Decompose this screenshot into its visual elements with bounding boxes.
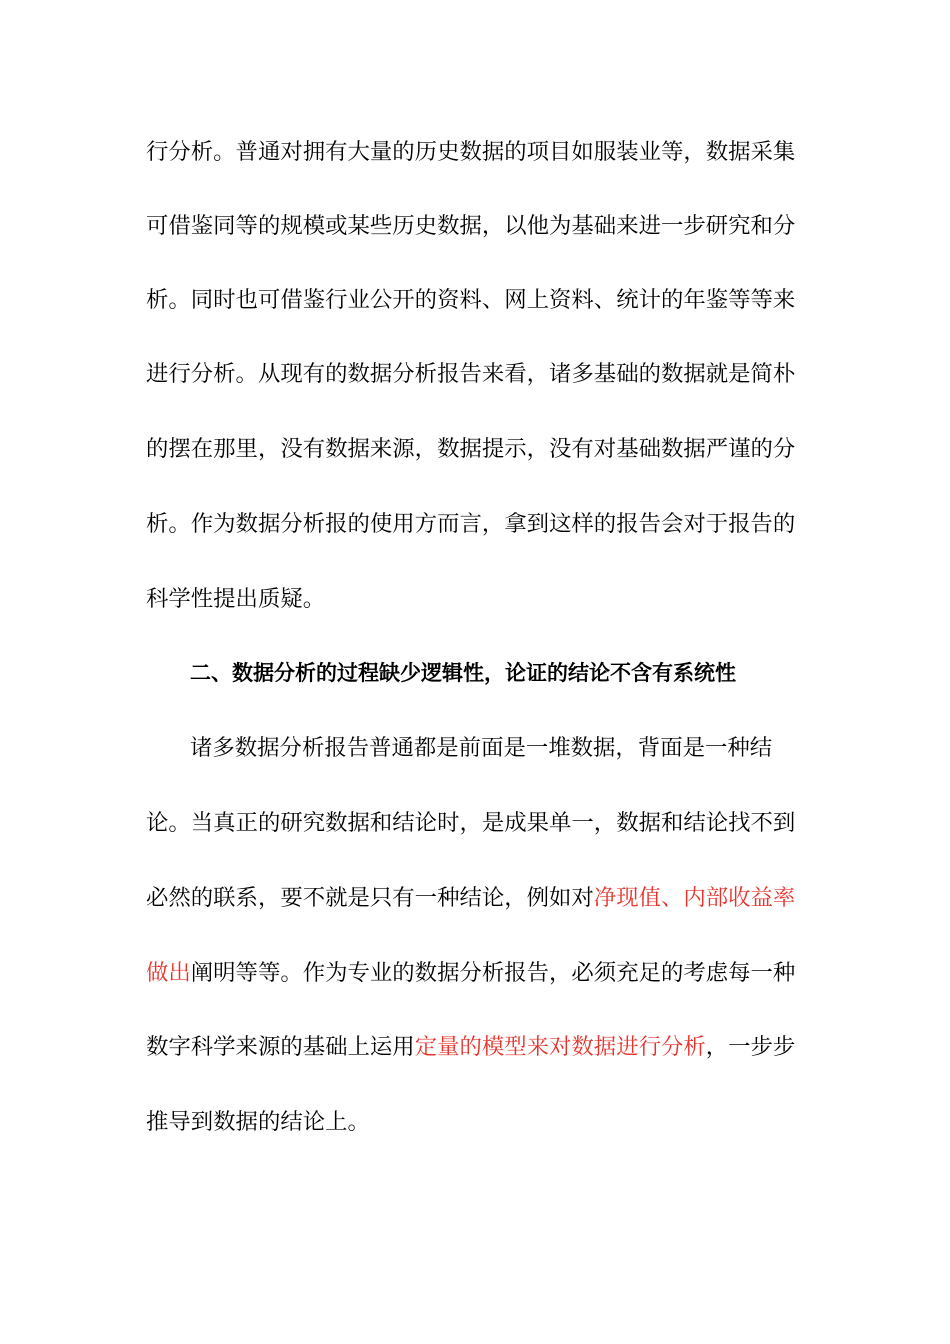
section-line-6	[146, 1107, 806, 1137]
line-text: ，一步步	[705, 1034, 796, 1060]
line-text: 诸多数据分析报告普通都是前面是一堆数据，背面是一种结	[190, 735, 773, 761]
body-line-2	[146, 211, 806, 241]
section-line-3	[146, 883, 806, 913]
section-line-1	[190, 733, 850, 763]
body-line-4	[146, 359, 806, 389]
body-line-1	[146, 137, 806, 167]
line-text: 进行分析。从现有的数据分析报告来看，诸多基础的数据就是简朴	[146, 361, 796, 387]
highlighted-text: 做出	[146, 960, 191, 986]
line-text: 行分析。普通对拥有大量的历史数据的项目如服装业等，数据采集	[146, 139, 796, 165]
body-line-7	[146, 584, 806, 614]
line-text: 论。当真正的研究数据和结论时，是成果单一，数据和结论找不到	[146, 810, 796, 836]
line-text: 科学性提出质疑。	[146, 586, 326, 612]
body-line-3	[146, 285, 806, 315]
line-text: 推导到数据的结论上。	[146, 1109, 370, 1135]
highlighted-text: 定量的模型来对数据进行分析	[414, 1034, 706, 1060]
highlighted-text: 净现值、内部收益率	[593, 885, 796, 911]
section-line-5	[146, 1032, 806, 1062]
line-text: 可借鉴同等的规模或某些历史数据，以他为基础来进一步研究和分	[146, 213, 796, 239]
section-line-2	[146, 808, 806, 838]
body-line-6	[146, 509, 806, 539]
section-line-4	[146, 958, 806, 988]
line-text: 阐明等等。作为专业的数据分析报告，必须充足的考虑每一种	[190, 960, 796, 986]
section-heading: 二、数据分析的过程缺少逻辑性，论证的结论不含有系统性	[190, 661, 736, 685]
line-text: 的摆在那里，没有数据来源，数据提示，没有对基础数据严谨的分	[146, 436, 796, 462]
line-text: 析。同时也可借鉴行业公开的资料、网上资料、统计的年鉴等等来	[146, 287, 796, 313]
line-text: 必然的联系，要不就是只有一种结论，例如对	[146, 885, 594, 911]
line-text: 析。作为数据分析报的使用方而言，拿到这样的报告会对于报告的	[146, 511, 796, 537]
body-line-5	[146, 434, 806, 464]
line-text: 数字科学来源的基础上运用	[146, 1034, 415, 1060]
